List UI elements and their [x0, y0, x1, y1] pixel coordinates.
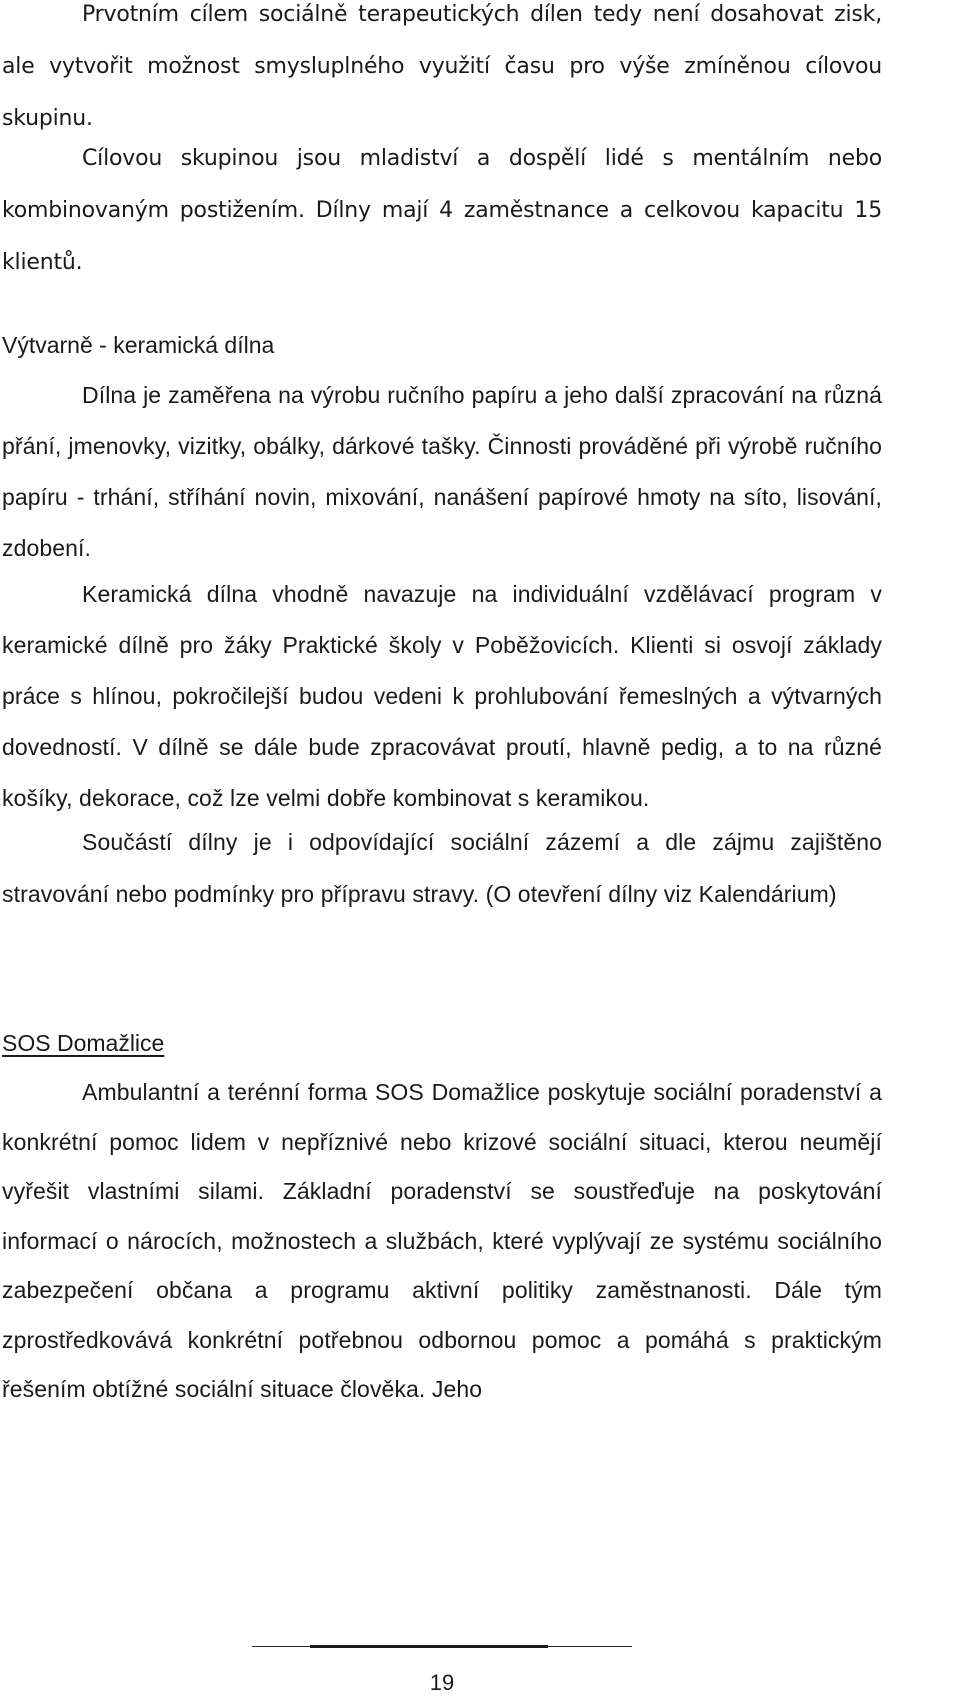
- section-heading-ceramic-workshop: Výtvarně - keramická dílna: [2, 332, 275, 358]
- paragraph-target-group: Cílovou skupinou jsou mladiství a dospělí lidé s mentálním nebo kombinovaným postižením. Dílny mají 4 zaměstnance a celkovou kapacitu 15 klientů.: [2, 146, 882, 275]
- paragraph-purpose: Prvotním cílem sociálně terapeutických dílen tedy není dosahovat zisk, ale vytvořit možnost smysluplného využití času pro výše zmíněnou cílovou skupinu.: [2, 2, 882, 131]
- paragraph-ceramic-program: Keramická dílna vhodně navazuje na individuální vzdělávací program v keramické dílně pro žáky Praktické školy v Poběžovicích. Klienti si osvojí základy práce s hlínou, pokročilejší budou vedeni k prohlubování řemeslných a výtvarných dovedností. V dílně se dále bude zpracovávat proutí, hlavně pedig, a to na různé košíky, dekorace, což lze velmi dobře kombinovat s keramikou.: [2, 581, 882, 811]
- paragraph-facilities: Součástí dílny je i odpovídající sociální zázemí a dle zájmu zajištěno stravování nebo podmínky pro přípravu stravy. (O otevření dílny viz Kalendárium): [2, 829, 882, 907]
- section-heading-sos-domazlice: SOS Domažlice: [2, 1030, 165, 1056]
- paragraph-sos-services: Ambulantní a terénní forma SOS Domažlice poskytuje sociální poradenství a konkrétní pomoc lidem v nepříznivé nebo krizové sociální situaci, kterou neumějí vyřešit vlastními silami. Základní poradenství se soustřeďuje na poskytování informací o nárocích, možnostech a službách, které vyplývají ze systému sociálního zabezpečení občana a programu aktivní politiky zaměstnanosti. Dále tým zprostředkovává konkrétní potřebnou odbornou pomoc a pomáhá s praktickým řešením obtížné sociální situace člověka. Jeho: [2, 1079, 882, 1402]
- paragraph-paper-production: Dílna je zaměřena na výrobu ručního papíru a jeho další zpracování na různá přání, jmenovky, vizitky, obálky, dárkové tašky. Činnosti prováděné při výrobě ručního papíru - trhání, stříhání novin, mixování, nanášení papírové hmoty na síto, lisování, zdobení.: [2, 382, 882, 561]
- page-number: 19: [429, 1670, 455, 1695]
- footer-divider-accent: [310, 1645, 548, 1648]
